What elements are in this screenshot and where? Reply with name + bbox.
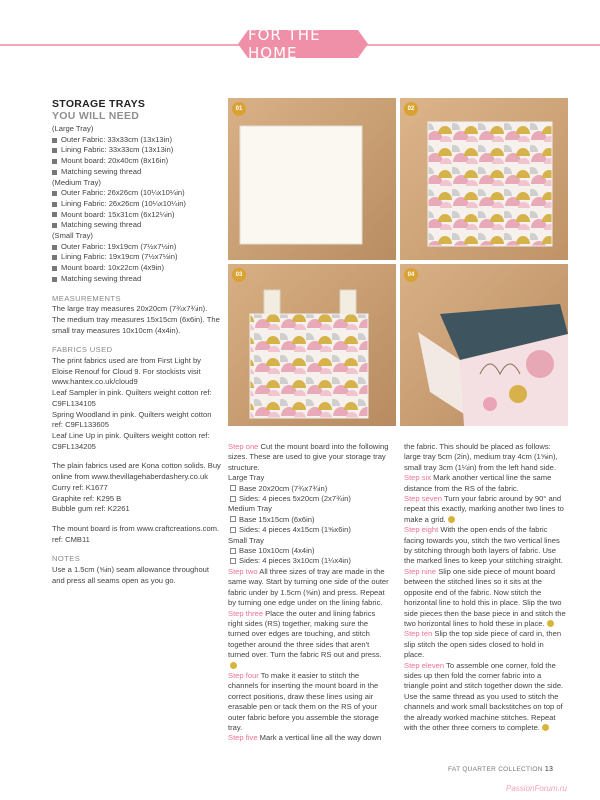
checkbox-icon <box>230 485 236 491</box>
steps-column-1 <box>228 442 390 744</box>
photo-number-badge: 04 <box>404 268 418 282</box>
large-tray-heading: Large Tray <box>228 473 265 483</box>
bullet-square-icon <box>52 212 57 217</box>
need-list <box>52 124 222 285</box>
notes-heading: NOTES <box>52 554 81 564</box>
tray-size-label: (Small Tray) <box>52 231 93 241</box>
need-item: Outer Fabric: 19x19cm (7½x7½in) <box>52 242 222 253</box>
plain-fabric-line: Bubble gum ref: K2261 <box>52 504 130 514</box>
bullet-square-icon <box>52 266 57 271</box>
checkbox-icon <box>230 516 236 522</box>
step-three: Step three Place the outer and lining fabrics right sides (RS) together, making sure the turned over edges are touching, and stitch together around the three sides that aren't turned over. Turn the fabric RS out and press. <box>228 609 390 671</box>
photo-step-01 <box>228 98 396 260</box>
photo-number-badge: 03 <box>232 268 246 282</box>
fabric-line: Spring Woodland in pink. Quilters weight cotton ref: C9FL133605 <box>52 409 212 430</box>
photo-step-04 <box>400 264 568 426</box>
need-item: Matching sewing thread <box>52 274 222 285</box>
step-one: Step one Cut the mount board into the following sizes. These are used to give your storage tray structure. <box>228 442 389 472</box>
bullet-square-icon <box>52 255 57 260</box>
bullet-square-icon <box>52 148 57 153</box>
need-item: Matching sewing thread <box>52 167 222 178</box>
measurements-heading: MEASUREMENTS <box>52 293 121 303</box>
need-item: Mount board: 20x40cm (8x16in) <box>52 156 222 167</box>
smiley-icon <box>230 662 237 669</box>
small-sides-item: Sides: 4 pieces 3x10cm (1¼x4in) <box>228 556 390 566</box>
section-banner: FOR THE HOME <box>248 30 358 58</box>
smiley-icon <box>448 516 455 523</box>
smiley-icon <box>542 724 549 731</box>
medium-base-item: Base 15x15cm (6x6in) <box>228 515 390 525</box>
photo-number-badge: 01 <box>232 102 246 116</box>
small-tray-heading: Small Tray <box>228 535 264 545</box>
page-footer: FAT QUARTER COLLECTION 13 <box>448 766 554 773</box>
need-item: Lining Fabric: 26x26cm (10¼x10¼in) <box>52 199 222 210</box>
bullet-square-icon <box>52 277 57 282</box>
notes-text: Use a 1.5cm (⅝in) seam allowance throughout and press all seams open as you go. <box>52 565 210 585</box>
fabrics-heading: FABRICS USED <box>52 345 113 355</box>
need-item: Lining Fabric: 33x33cm (13x13in) <box>52 145 222 156</box>
photo-step-03 <box>228 264 396 426</box>
step-four: Step four To make it easier to stitch the channels for inserting the mount board in the correct positions, draw these lines using air erasable pen or tack them on the RS of your outer fabric before you assemble the storage tray. <box>228 670 379 732</box>
plain-fabric-line: The plain fabrics used are Kona cotton solids. Buy online from www.thevillagehaberdashery.co.uk <box>52 461 221 482</box>
checkbox-icon <box>230 548 236 554</box>
smiley-icon <box>547 620 554 627</box>
measurements-text: The large tray measures 20x20cm (7¾x7¾in). The medium tray measures 15x15cm (6x6in). The small tray measures 10x10cm (4x4in). <box>52 304 220 335</box>
step-eight: Step eight With the open ends of the fabric facing towards you, stitch the two vertical lines by stitching through both layers of fabric. Use the marked lines to keep your stitching straight. <box>404 525 563 566</box>
bullet-square-icon <box>52 245 57 250</box>
step-two: Step two All three sizes of tray are made in the same way. Start by turning one side of the outer fabric under by 1.5cm (⅝in) and press. Repeat by turning one edge under on the lining fabric. <box>228 566 389 608</box>
large-sides-item: Sides: 4 pieces 5x20cm (2x7¾in) <box>228 494 390 504</box>
fabric-line: Leaf Sampler in pink. Quilters weight cotton ref: C9FL134105 <box>52 388 212 408</box>
fabric-line: The print fabrics used are from First Light by Eloise Renouf for Cloud 9. For stockists visit www.hantex.co.uk/cloud9 <box>52 356 201 387</box>
photo-number-badge: 02 <box>404 102 418 116</box>
checkbox-icon <box>230 527 236 533</box>
mount-board-text: The mount board is from www.craftcreations.com. ref: CMB11 <box>52 523 220 544</box>
tray-size-label: (Large Tray) <box>52 124 94 133</box>
steps-column-2 <box>404 442 566 733</box>
bullet-square-icon <box>52 138 57 143</box>
medium-tray-heading: Medium Tray <box>228 504 272 514</box>
step-five: Step five Mark a vertical line all the way down <box>228 733 382 743</box>
need-item: Mount board: 10x22cm (4x9in) <box>52 263 222 274</box>
page-title: STORAGE TRAYS <box>52 98 146 110</box>
large-base-item: Base 20x20cm (7¾x7¾in) <box>228 484 390 494</box>
step-nine: Step nine Slip one side piece of mount board between the stitched lines so it sits at the opposite end of the fabric. Now stitch the horizontal line to hold this in place. Slip the two side pieces then the base piece in and stitch the two horizontal lines to hold these in place. <box>404 566 566 628</box>
fabric-line: Leaf Line Up in pink. Quilters weight cotton ref: C9FL134205 <box>52 430 210 451</box>
need-item: Lining Fabric: 19x19cm (7½x7½in) <box>52 252 222 263</box>
need-item: Outer Fabric: 26x26cm (10¼x10¼in) <box>52 188 222 199</box>
checkbox-icon <box>230 496 236 502</box>
photo-step-02 <box>400 98 568 260</box>
requirements-column <box>52 98 222 586</box>
small-base-item: Base 10x10cm (4x4in) <box>228 546 390 556</box>
step-five-continued: the fabric. This should be placed as follows: large tray 5cm (2in), medium tray 4cm (1⅝in), small tray 3cm (1¼in) from the left hand side. <box>404 442 558 472</box>
tray-size-label: (Medium Tray) <box>52 177 101 187</box>
bullet-square-icon <box>52 223 57 228</box>
step-six: Step six Mark another vertical line the same distance from the RS of the fabric. <box>404 473 552 493</box>
medium-sides-item: Sides: 4 pieces 4x15cm (1⅝x6in) <box>228 525 390 535</box>
page-number: 13 <box>544 766 554 773</box>
step-eleven: Step eleven To assemble one corner, fold the sides up then fold the corner fabric into a triangle point and stitch together down the side. Use the same thread as you used to stitch the channels and work small backstitches on top of the already worked machine stitches. Repeat with the other three corners to complete. <box>404 660 564 732</box>
bullet-square-icon <box>52 159 57 164</box>
need-heading: YOU WILL NEED <box>52 110 140 122</box>
need-item: Mount board: 15x31cm (6x12¼in) <box>52 210 222 221</box>
bullet-square-icon <box>52 202 57 207</box>
step-ten: Step ten Slip the top side piece of card in, then slip stitch the open sides closed to hold in place. <box>404 629 562 660</box>
bullet-square-icon <box>52 170 57 175</box>
checkbox-icon <box>230 558 236 564</box>
need-item: Matching sewing thread <box>52 220 222 231</box>
bullet-square-icon <box>52 191 57 196</box>
header-top <box>0 0 600 22</box>
plain-fabric-line: Curry ref: K1677 <box>52 482 108 492</box>
plain-fabric-line: Graphite ref: K295 B <box>52 493 122 503</box>
need-item: Outer Fabric: 33x33cm (13x13in) <box>52 135 222 146</box>
step-seven: Step seven Turn your fabric around by 90° and repeat this exactly, marking another two lines to make a grid. <box>404 494 564 524</box>
watermark: PassionForum.ru <box>506 784 567 793</box>
